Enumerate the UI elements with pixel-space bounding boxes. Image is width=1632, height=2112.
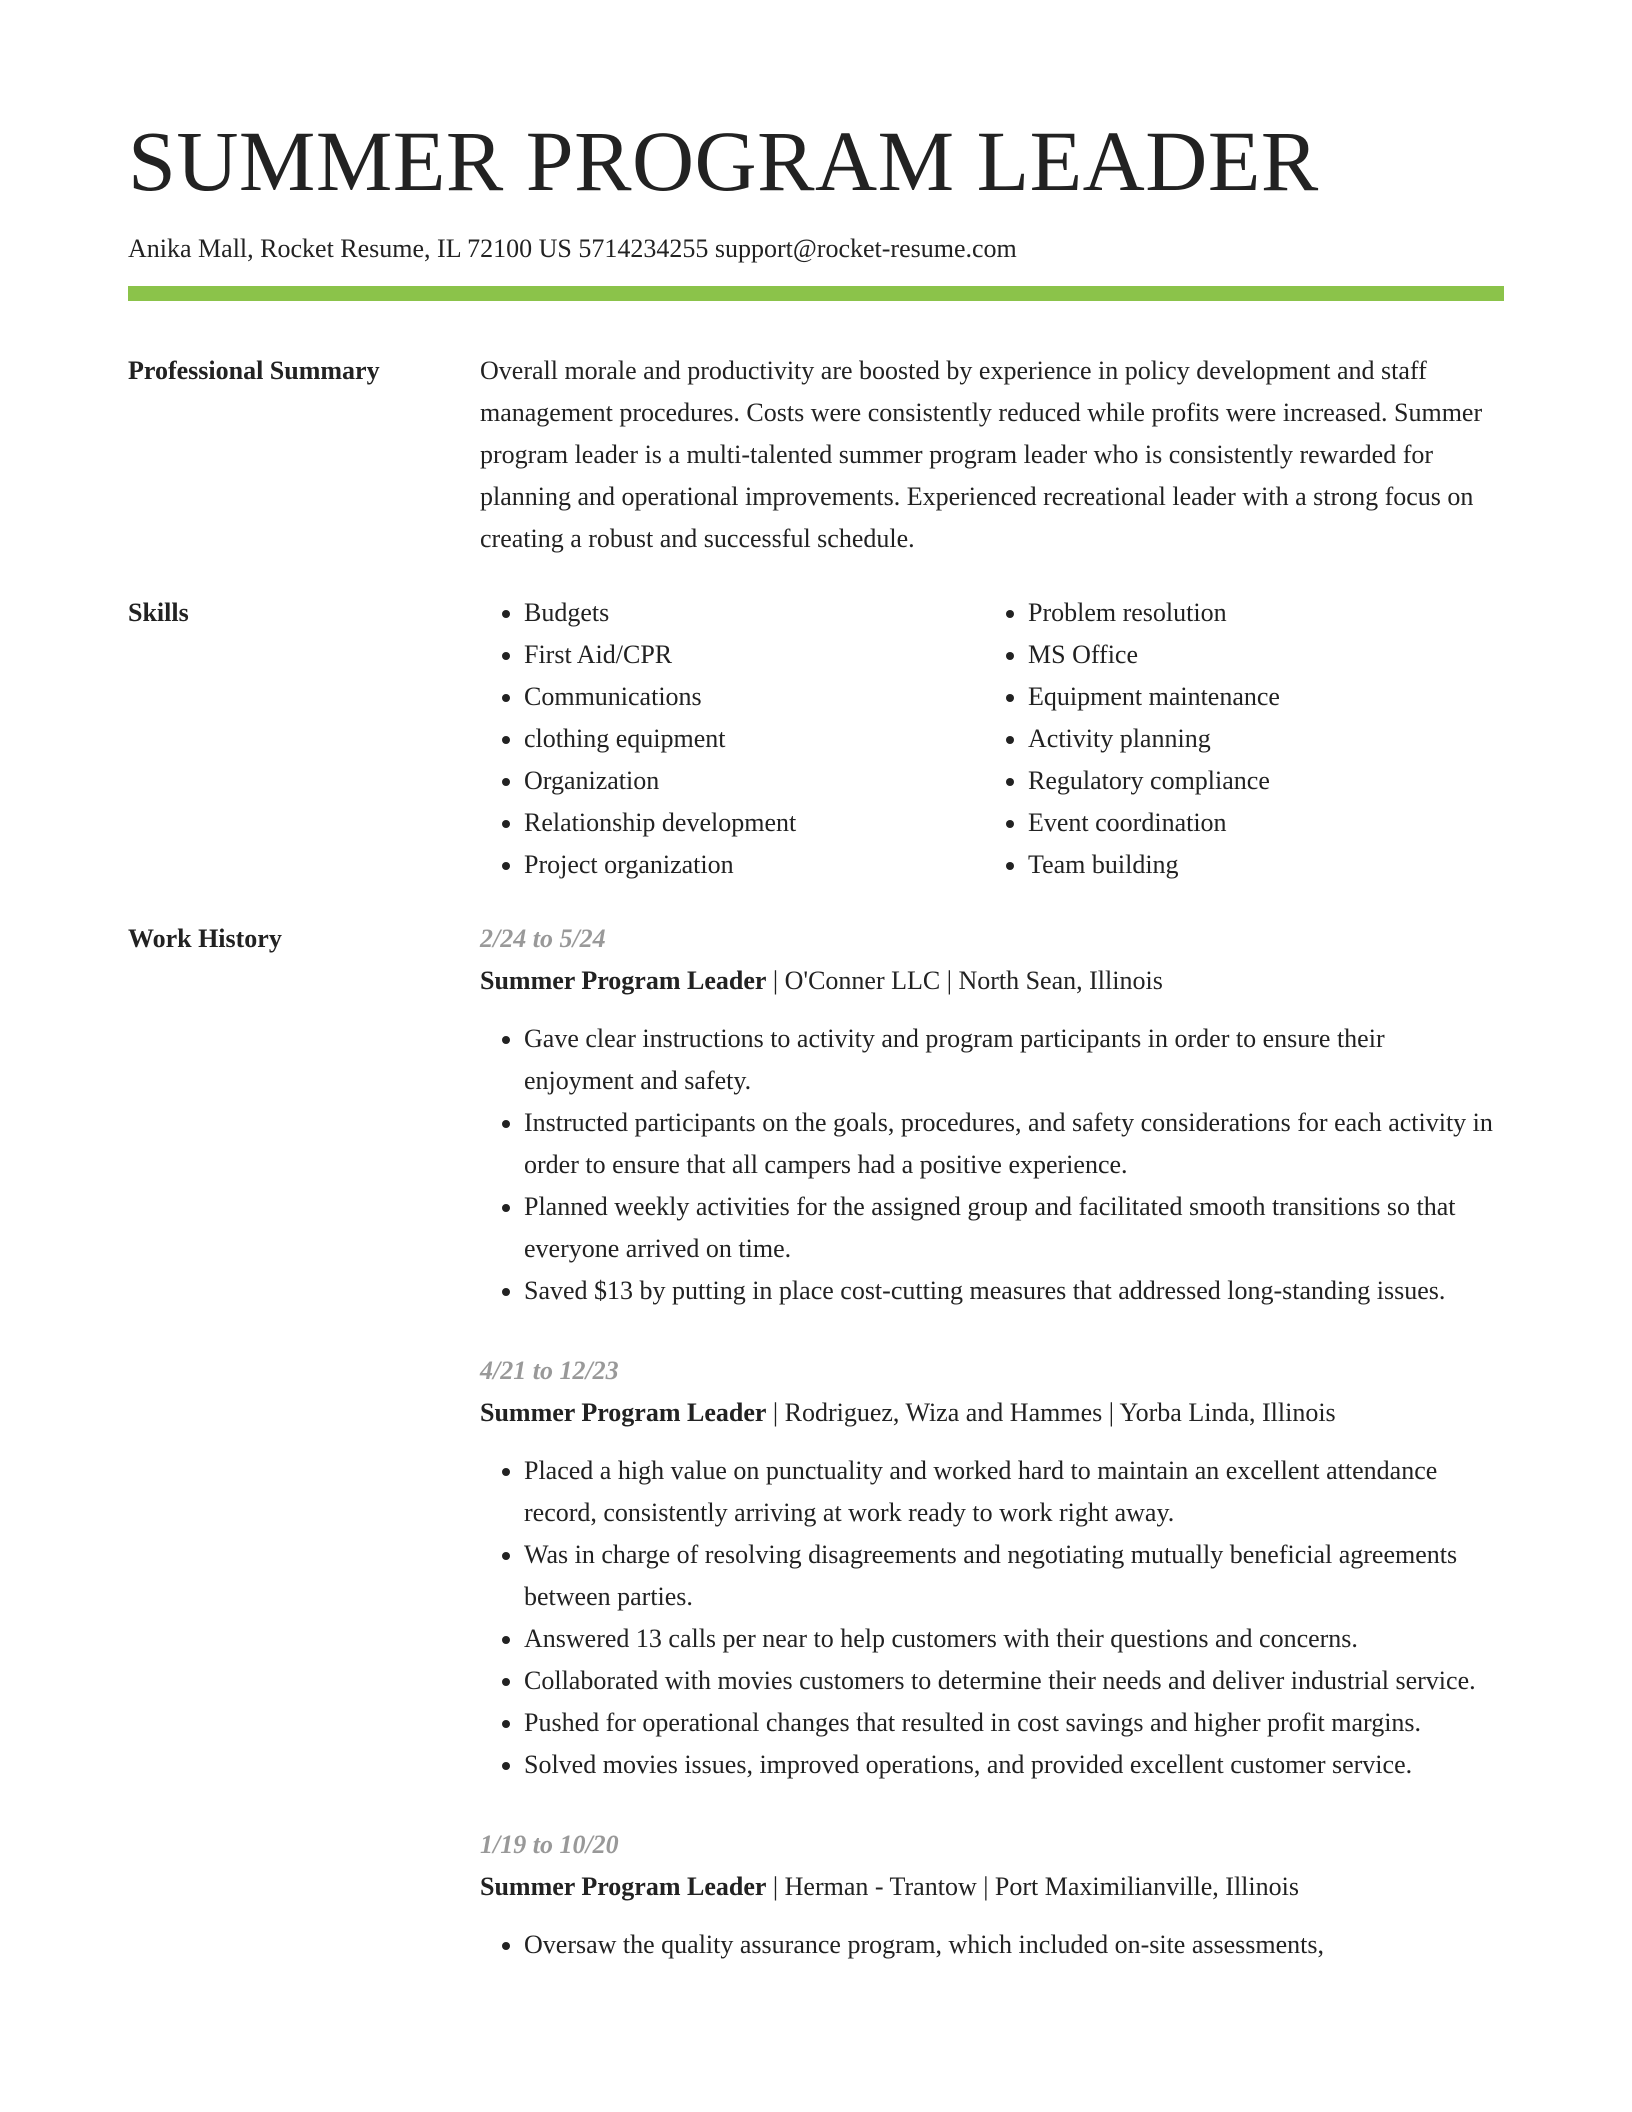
job-heading <box>480 1866 1504 1908</box>
job-heading <box>480 1392 1504 1434</box>
job-bullets <box>480 1018 1504 1312</box>
skill-item: • Event coordination <box>1028 802 1500 844</box>
job-title: Summer Program Leader <box>480 966 767 995</box>
job-employer-location: | Rodriguez, Wiza and Hammes | Yorba Linda, Illinois <box>766 1398 1336 1427</box>
skill-item: • Activity planning <box>1028 718 1500 760</box>
skill-item: • Organization <box>524 760 984 802</box>
skill-item: • First Aid/CPR <box>524 634 984 676</box>
job-bullet: • Saved $13 by putting in place cost-cutting measures that addressed long-standing issues. <box>524 1270 1504 1312</box>
skill-item: • Problem resolution <box>1028 592 1500 634</box>
job-heading <box>480 960 1504 1002</box>
job-bullet: • Planned weekly activities for the assigned group and facilitated smooth transitions so that everyone arrived on time. <box>524 1186 1504 1270</box>
job-bullet: • Answered 13 calls per near to help customers with their questions and concerns. <box>524 1618 1504 1660</box>
summary-heading: Professional Summary <box>128 356 380 385</box>
job-title: Summer Program Leader <box>480 1872 767 1901</box>
skill-item: • clothing equipment <box>524 718 984 760</box>
resume-title: SUMMER PROGRAM LEADER <box>128 113 1319 209</box>
job-bullets <box>480 1450 1504 1786</box>
job-bullet: • Placed a high value on punctuality and worked hard to maintain an excellent attendance record, consistently arriving at work ready to work right away. <box>524 1450 1504 1534</box>
job-employer-location: | Herman - Trantow | Port Maximilianville, Illinois <box>766 1872 1299 1901</box>
contact-line: Anika Mall, Rocket Resume, IL 72100 US 5714234255 support@rocket-resume.com <box>128 234 1017 263</box>
job-dates: 2/24 to 5/24 <box>480 924 606 953</box>
skills-list-right <box>984 592 1500 886</box>
header-divider <box>128 286 1504 301</box>
job-title: Summer Program Leader <box>480 1398 767 1427</box>
job-bullet: • Pushed for operational changes that resulted in cost savings and higher profit margins. <box>524 1702 1504 1744</box>
job-entry <box>480 1824 1504 1966</box>
job-bullets <box>480 1924 1504 1966</box>
job-bullet: • Gave clear instructions to activity and program participants in order to ensure their enjoyment and safety. <box>524 1018 1504 1102</box>
job-employer-location: | O'Conner LLC | North Sean, Illinois <box>766 966 1163 995</box>
job-bullet: • Collaborated with movies customers to determine their needs and deliver industrial service. <box>524 1660 1504 1702</box>
skill-item: • Regulatory compliance <box>1028 760 1500 802</box>
skill-item: • Project organization <box>524 844 984 886</box>
summary-text: Overall morale and productivity are boosted by experience in policy development and staff management procedures. Costs were consistently reduced while profits were increased. Summer program leader is a multi-talented summer program leader who is consistently rewarded for planning and operational improvements. Experienced recreational leader with a strong focus on creating a robust and successful schedule. <box>480 356 1483 553</box>
work-history-heading: Work History <box>128 924 282 953</box>
skill-item: • Relationship development <box>524 802 984 844</box>
skill-item: • Team building <box>1028 844 1500 886</box>
job-bullet: • Instructed participants on the goals, procedures, and safety considerations for each activity in order to ensure that all campers had a positive experience. <box>524 1102 1504 1186</box>
job-entry <box>480 1350 1504 1786</box>
job-dates: 4/21 to 12/23 <box>480 1356 619 1385</box>
job-entry <box>480 918 1504 1312</box>
job-bullet: • Oversaw the quality assurance program, which included on-site assessments, <box>524 1924 1504 1966</box>
job-bullet: • Solved movies issues, improved operations, and provided excellent customer service. <box>524 1744 1504 1786</box>
skills-heading: Skills <box>128 598 189 627</box>
job-dates: 1/19 to 10/20 <box>480 1830 619 1859</box>
skill-item: • Equipment maintenance <box>1028 676 1500 718</box>
job-bullet: • Was in charge of resolving disagreements and negotiating mutually beneficial agreements between parties. <box>524 1534 1504 1618</box>
skills-list-left <box>480 592 984 886</box>
skill-item: • Budgets <box>524 592 984 634</box>
skill-item: • MS Office <box>1028 634 1500 676</box>
skill-item: • Communications <box>524 676 984 718</box>
